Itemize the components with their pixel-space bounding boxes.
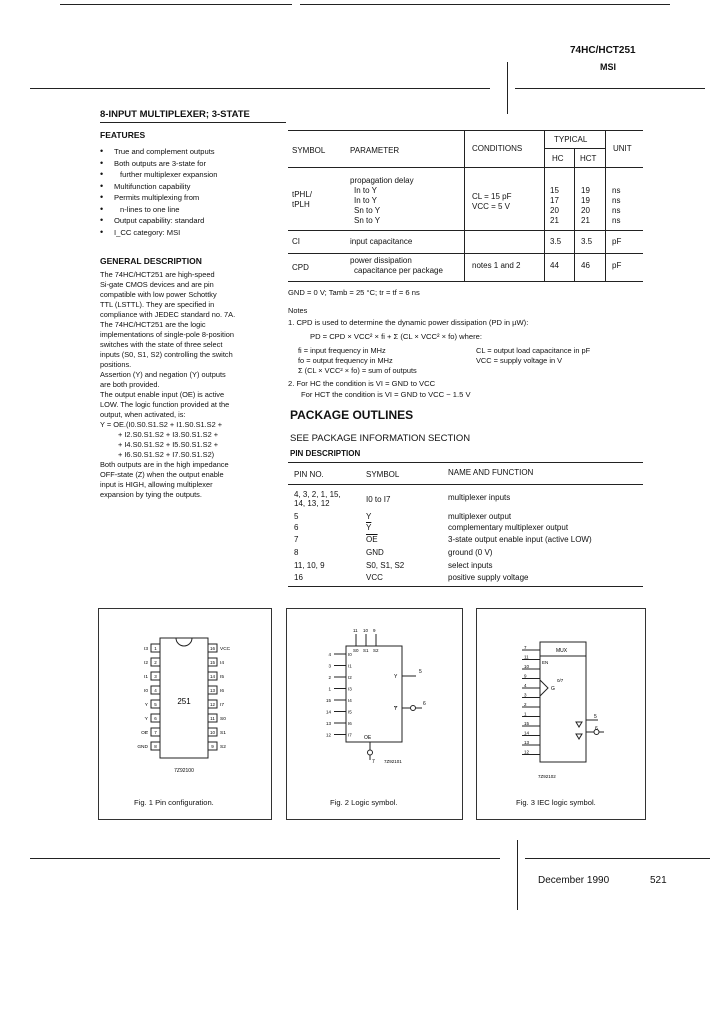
input-label: I2	[348, 675, 352, 680]
gnd-condition: GND = 0 V; Tamb = 25 °C; tr = tf = 6 ns	[288, 288, 420, 297]
input-pin-number: 12	[325, 732, 331, 738]
top-rule-right	[300, 4, 670, 5]
input-pin-number: 12	[524, 749, 530, 755]
select-label: S1	[363, 648, 369, 653]
pin-label: OE	[141, 731, 148, 736]
pin-label: I3	[143, 647, 148, 652]
pin-label: GND	[137, 745, 148, 750]
input-pin-number: 9	[524, 673, 527, 679]
pin-number: 2	[154, 660, 157, 665]
logic-symbol-diagram	[286, 608, 461, 788]
symbol-tphl: tPHL/ tPLH	[292, 190, 313, 209]
pin-table: PIN NO. SYMBOL NAME AND FUNCTION 4, 3, 2, 1, 15, 14, 13, 12 I0 to I7 multiplexer inputs 5 Y multiplexer output 6 $\overline{Y}$ complementary multiplexer output 7 $\overline{OE}$ 3-state output enable input (active LOW) 8 GND ground (0 V) 11, 10, 9 S0, S1, S2 select inputs 16 VCC positive supply voltage	[288, 462, 643, 587]
oe-label: OE	[364, 735, 372, 741]
input-pin-number: 15	[524, 721, 530, 726]
pin-number: 14	[209, 674, 216, 679]
header-rule-right	[515, 88, 705, 89]
g-fraction: 0/7	[557, 678, 564, 683]
pin-col-symbol: SYMBOL	[366, 470, 400, 479]
col-unit: UNIT	[613, 144, 632, 153]
select-pin-number: 9	[373, 628, 376, 633]
title-rule	[100, 122, 286, 123]
col-hc: HC	[552, 154, 564, 163]
general-description: The 74HC/HCT251 are high-speed Si-gate CMOS devices and are pin compatible with low power Schottky TTL (LSTTL). They are specified in compliance with JEDEC standard no. 7A. The 74HC/HCT251 are the logic implementations of single-pole 8-position switches with the state of three select inputs (S0, S1, S2) controlling the switch positions. Assertion (Y) and negation (Y) outputs are both provided. The output enable input (OE) is active LOW. The logic function provided at the output, when activated, is: Y = OE.(I0.S0.S1.S2 + I1.S0.S1.S2 + + I2.S0.S1.S2 + I3.S0.S1.S2 + + I4.S0.S1.S2 + I5.S0.S1.S2 + + I6.S0.S1.S2 + I7.S0.S1.S2) Both outputs are in the high impedance OFF-state (Z) when the output enable input is HIGH, allowing multiplexer expansion by tying the outputs.	[100, 270, 236, 499]
pin-number: 4	[154, 688, 157, 693]
pin-label: I2	[143, 661, 148, 666]
figure-code: 7Z92100	[174, 768, 194, 774]
oe-num: 7	[372, 759, 375, 765]
select-label: S2	[373, 648, 379, 653]
feature-item: • I_CC category: MSI	[100, 227, 218, 239]
chip-label: 251	[177, 697, 191, 706]
pin-col-name: NAME AND FUNCTION	[448, 468, 534, 477]
pin-desc-heading: PIN DESCRIPTION	[290, 449, 361, 458]
feature-item: • n-lines to one line	[100, 204, 218, 216]
pin-label: I4	[220, 661, 225, 666]
input-pin-number: 4	[328, 652, 331, 657]
pin-number: 11	[210, 716, 215, 721]
input-pin-number: 1	[328, 686, 331, 692]
output-y-num: 5	[419, 669, 422, 675]
select-pin-number: 10	[363, 628, 369, 633]
pin-number: 1	[154, 646, 157, 651]
input-pin-number: 13	[524, 740, 530, 745]
g-label: G	[551, 686, 555, 692]
figure-2-caption: Fig. 2 Logic symbol.	[330, 798, 398, 807]
header-divider	[507, 62, 508, 114]
note-1: 1. CPD is used to determine the dynamic power dissipation (PD in µW):	[288, 318, 529, 327]
pin-number: 3	[154, 674, 157, 679]
input-label: I0	[348, 652, 352, 657]
pin-label: S2	[220, 745, 226, 750]
pin-col-no: PIN NO.	[294, 470, 324, 479]
top-rule-left	[60, 4, 292, 5]
output-ybar-num: 6	[423, 701, 426, 707]
features-heading: FEATURES	[100, 130, 146, 140]
pin-number: 7	[154, 730, 157, 735]
pin-number: 16	[209, 646, 216, 651]
pin-number: 9	[211, 744, 214, 749]
note-2b: For HCT the condition is VI = GND to VCC − 1.5 V	[301, 390, 471, 399]
feature-item: • Permits multiplexing from	[100, 192, 218, 204]
feature-item: • Multifunction capability	[100, 181, 218, 193]
output-y-label: Y	[394, 674, 398, 680]
series-label: MSI	[600, 62, 617, 72]
pin-label: S1	[220, 731, 226, 736]
page-number: 521	[650, 875, 667, 886]
col-hct: HCT	[580, 154, 597, 163]
package-sub: SEE PACKAGE INFORMATION SECTION	[290, 433, 471, 444]
input-pin-number: 14	[524, 730, 530, 736]
input-pin-number: 15	[325, 698, 331, 703]
pin-label: Y	[144, 717, 148, 722]
footer-divider	[517, 840, 518, 910]
pin-label: I7	[220, 703, 225, 708]
svg-text:6: 6	[595, 726, 598, 732]
svg-text:5: 5	[594, 714, 597, 720]
input-label: I5	[348, 709, 352, 715]
power-formula: PD = CPD × VCC² × fi + Σ (CL × VCC² × fo) where:	[310, 332, 482, 341]
pin-number: 5	[154, 702, 157, 707]
pin-number: 12	[209, 702, 216, 707]
pin-label: I1	[143, 675, 148, 680]
package-heading: PACKAGE OUTLINES	[290, 408, 414, 422]
input-label: I7	[348, 732, 352, 738]
col-symbol: SYMBOL	[292, 146, 326, 155]
footer-date: December 1990	[538, 875, 610, 886]
header-rule-left	[30, 88, 490, 89]
input-label: I3	[348, 686, 352, 692]
input-pin-number: 13	[325, 721, 331, 726]
input-pin-number: 3	[328, 663, 331, 669]
features-list	[100, 146, 218, 238]
en-label: EN	[542, 660, 549, 665]
select-pin-number: 11	[353, 628, 358, 633]
pin-label: VCC	[220, 647, 231, 652]
input-pin-number: 10	[524, 664, 530, 669]
select-label: S0	[353, 648, 359, 653]
footer-rule-left	[30, 858, 500, 859]
figure-code: 7Z92101	[384, 759, 402, 764]
input-pin-number: 14	[325, 709, 331, 715]
pin-number: 6	[154, 716, 157, 721]
notes-heading: Notes	[288, 306, 308, 315]
iec-logic-symbol-diagram	[476, 608, 644, 788]
pin-number: 8	[154, 744, 157, 749]
input-pin-number: 7	[524, 645, 527, 650]
figure-code: 7Z92102	[538, 774, 556, 779]
input-pin-number: 4	[524, 683, 527, 688]
footer-rule-right	[525, 858, 710, 859]
pin-label: I5	[220, 675, 225, 680]
feature-item: • Both outputs are 3-state for	[100, 158, 218, 170]
input-label: I1	[348, 663, 352, 669]
figure-3-caption: Fig. 3 IEC logic symbol.	[516, 798, 596, 807]
spec-table: SYMBOL PARAMETER CONDITIONS TYPICAL HC HCT UNIT tPHL/ tPLH propagation delay In to Y In to Y Sn to Y Sn to Y CL = 15 pF VCC = 5 V 15 17 20 21 19 19 20 21 ns ns ns ns CI input capacitance 3.5 3.5 pF CPD power dissipation capacitance per package notes 1 and 2 44 46 pF	[288, 130, 643, 282]
feature-item: • further multiplexer expansion	[100, 169, 218, 181]
input-label: I6	[348, 721, 352, 726]
input-label: I4	[348, 698, 352, 703]
input-pin-number: 3	[524, 692, 527, 698]
pin-configuration-diagram	[98, 608, 270, 788]
pin-number: 13	[209, 688, 216, 693]
col-parameter: PARAMETER	[350, 146, 400, 155]
pin-label: S0	[220, 717, 226, 722]
symbol-ci: CI	[292, 237, 300, 246]
figure-1-caption: Fig. 1 Pin configuration.	[134, 798, 214, 807]
symbol-cpd: CPD	[292, 263, 309, 272]
feature-item: • True and complement outputs	[100, 146, 218, 158]
document-title: 8-INPUT MULTIPLEXER; 3-STATE	[100, 109, 250, 120]
note-2a: 2. For HC the condition is VI = GND to VCC	[288, 379, 436, 388]
pin-label: I6	[220, 689, 225, 694]
feature-item: • Output capability: standard	[100, 215, 218, 227]
input-pin-number: 2	[328, 675, 331, 680]
pin-label: Y	[144, 703, 148, 708]
part-number: 74HC/HCT251	[570, 45, 636, 56]
col-conditions: CONDITIONS	[472, 144, 523, 153]
pin-number: 10	[209, 730, 216, 735]
pin-number: 15	[209, 660, 216, 665]
input-pin-number: 11	[524, 654, 529, 660]
general-heading: GENERAL DESCRIPTION	[100, 256, 202, 266]
output-ybar-label: Y	[394, 706, 398, 712]
input-pin-number: 2	[524, 702, 527, 707]
mux-label: MUX	[556, 648, 568, 654]
col-typical: TYPICAL	[554, 135, 588, 144]
pin-label: I0	[143, 689, 148, 694]
param-prop-delay: propagation delay	[350, 176, 414, 185]
input-pin-number: 1	[524, 711, 527, 717]
